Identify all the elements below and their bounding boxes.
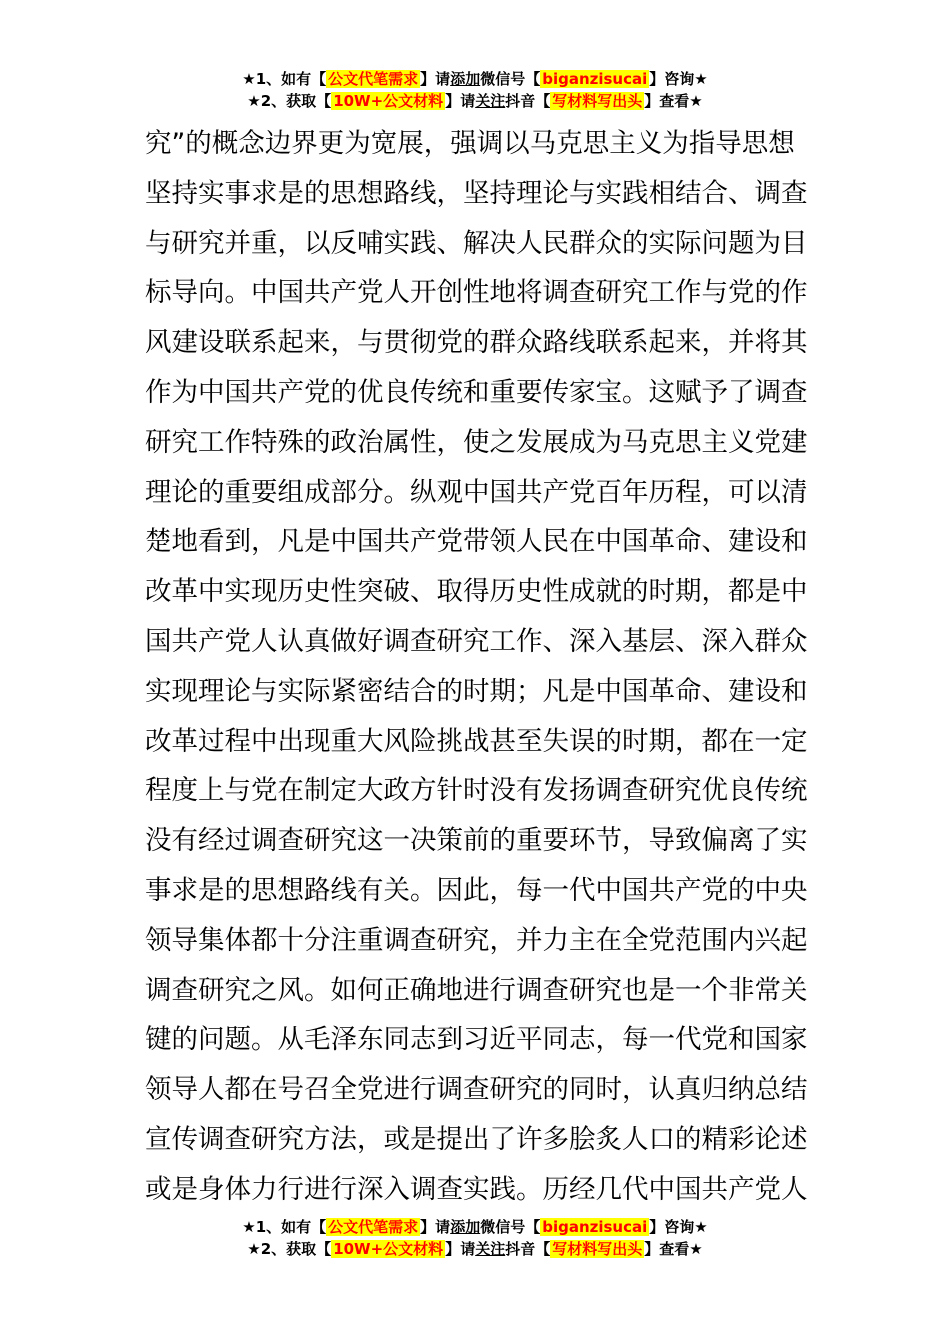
highlight-douyin: 写材料写出头 xyxy=(552,1240,643,1258)
banner-line-1: ★1、如有【 公文代笔需求 】请添加微信号【 biganzisucai 】咨询★ xyxy=(242,1218,708,1236)
text-line: 理论的重要组成部分。纵观中国共产党百年历程，可以清 xyxy=(145,476,808,508)
text-line: 没有经过调查研究这一决策前的重要环节，导致偏离了实 xyxy=(145,825,808,857)
text-line: 键的问题。从毛泽东同志到习近平同志，每一代党和国家 xyxy=(145,1024,808,1056)
highlight-douyin: 写材料写出头 xyxy=(552,92,643,110)
text-line: 楚地看到，凡是中国共产党带领人民在中国革命、建设和 xyxy=(145,526,808,558)
body-paragraph xyxy=(145,119,815,1215)
banner-line-2: ★2、获取【 10W+公文材料 】请关注抖音【 写材料写出头 】查看★ xyxy=(247,1240,703,1258)
text-line: 国共产党人认真做好调查研究工作、深入基层、深入群众 xyxy=(145,625,808,657)
text-line: 实现理论与实际紧密结合的时期；凡是中国革命、建设和 xyxy=(145,675,808,707)
footer-banner xyxy=(0,1216,950,1260)
banner-line-2: ★2、获取【 10W+公文材料 】请关注抖音【 写材料写出头 】查看★ xyxy=(247,92,703,110)
text-line: 事求是的思想路线有关。因此，每一代中国共产党的中央 xyxy=(145,874,808,906)
highlight-wechat-id: biganzisucai xyxy=(542,70,648,88)
text-line: 改革中实现历史性突破、取得历史性成就的时期，都是中 xyxy=(145,576,808,608)
text-line: 究”的概念边界更为宽展，强调以马克思主义为指导思想 xyxy=(145,128,795,159)
banner-line-1: ★1、如有【 公文代笔需求 】请添加微信号【 biganzisucai 】咨询★ xyxy=(242,70,708,88)
text-line: 改革过程中出现重大风险挑战甚至失误的时期，都在一定 xyxy=(145,725,808,757)
text-line: 标导向。中国共产党人开创性地将调查研究工作与党的作 xyxy=(145,277,808,309)
text-line: 坚持实事求是的思想路线，坚持理论与实践相结合、调查 xyxy=(145,177,808,209)
text-line: 或是身体力行进行深入调查实践。历经几代中国共产党人 xyxy=(145,1173,808,1205)
text-line: 研究工作特殊的政治属性，使之发展成为马克思主义党建 xyxy=(145,426,808,458)
text-line: 领导集体都十分注重调查研究，并力主在全党范围内兴起 xyxy=(145,924,808,956)
text-line: 与研究并重，以反哺实践、解决人民群众的实际问题为目 xyxy=(145,227,808,259)
text-line: 作为中国共产党的优良传统和重要传家宝。这赋予了调查 xyxy=(145,376,808,408)
text-line: 调查研究之风。如何正确地进行调查研究也是一个非常关 xyxy=(145,974,808,1006)
text-line: 风建设联系起来，与贯彻党的群众路线联系起来，并将其 xyxy=(145,327,808,359)
highlight-materials: 10W+公文材料 xyxy=(333,92,444,110)
text-line: 宣传调查研究方法，或是提出了许多脍炙人口的精彩论述 xyxy=(145,1123,808,1155)
highlight-service: 公文代笔需求 xyxy=(328,70,419,88)
highlight-service: 公文代笔需求 xyxy=(328,1218,419,1236)
header-banner xyxy=(0,68,950,112)
highlight-wechat-id: biganzisucai xyxy=(542,1218,648,1236)
highlight-materials: 10W+公文材料 xyxy=(333,1240,444,1258)
text-line: 领导人都在号召全党进行调查研究的同时，认真归纳总结 xyxy=(145,1074,808,1106)
text-line: 程度上与党在制定大政方针时没有发扬调查研究优良传统 xyxy=(145,775,808,807)
